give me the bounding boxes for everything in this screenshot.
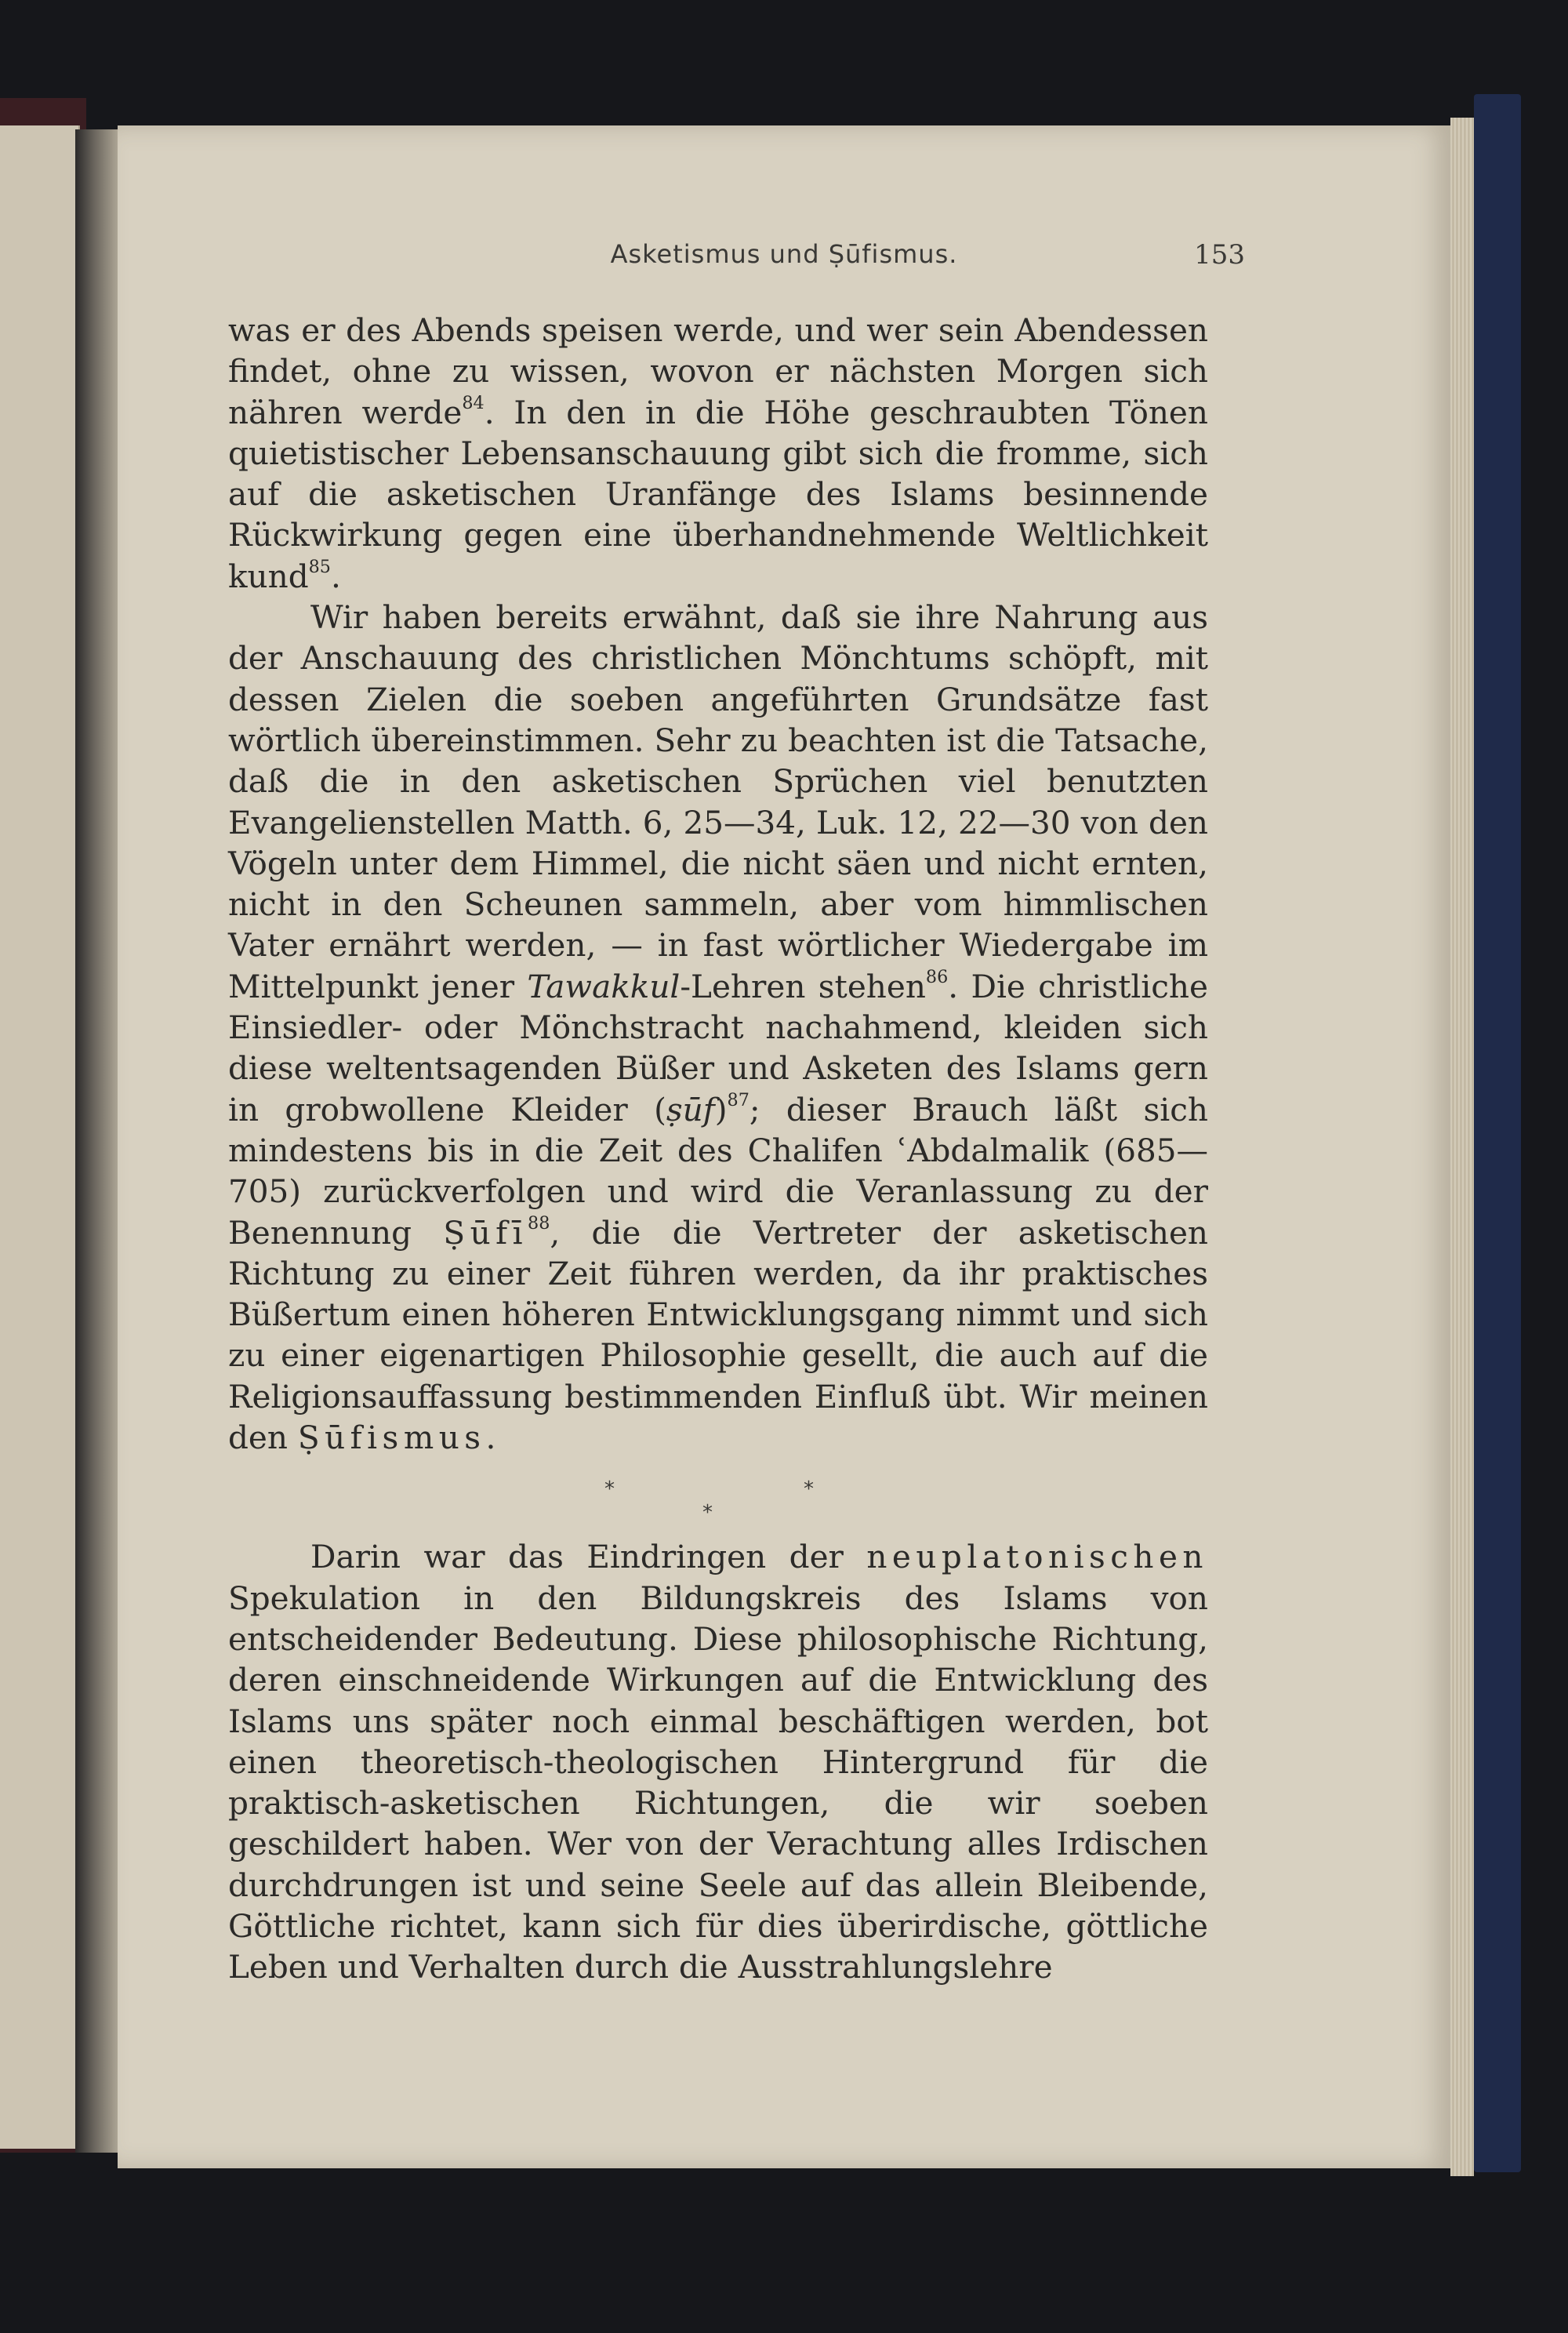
book-cover-right (1474, 94, 1521, 2172)
asterisk-ornament: * (804, 1477, 814, 1502)
running-head (118, 239, 1450, 278)
text-run: . Die christliche Einsiedler- oder Mönchstracht nachahmend, kleiden sich diese weltentsagenden Büßer und Asketen des Islams gern in grobwollene Kleider ( (228, 967, 1208, 1128)
paragraph-1 (228, 310, 1208, 597)
footnote-marker-84: 84 (462, 392, 485, 413)
text-run: . (485, 1419, 496, 1457)
text-run: was er des Abends speisen werde, und wer sein Abendessen findet, ohne zu wissen, wovon er nächsten Morgen sich nähren werde (228, 311, 1208, 431)
italic-term-tawakkul: Tawakkul (527, 967, 681, 1005)
spaced-term-neuplatonischen: neuplatonischen (866, 1538, 1208, 1576)
footnote-marker-85: 85 (308, 556, 331, 577)
spaced-term-sufi: Ṣūfī (443, 1213, 528, 1252)
paragraph-2 (228, 597, 1208, 1458)
text-run: Darin war das Eindringen der (310, 1538, 867, 1576)
left-page-edge (0, 125, 80, 2149)
footnote-marker-87: 87 (727, 1089, 750, 1110)
text-run: Spekulation in den Bildungskreis des Islams von entscheidender Bedeutung. Diese philosophische Richtung, deren einschneidende Wirkungen auf die Entwicklung des Islams uns später noch einmal beschäftigen werden, bot einen theoretisch-theologischen Hintergrund für die praktisch-asketischen Richtungen, die wir soeben geschildert haben. Wer von der Verachtung alles Irdischen durchdrungen ist und seine Seele auf das allein Bleibende, Göttliche richtet, kann sich für dies überirdische, göttliche Leben und Verhalten durch die Ausstrahlungslehre (228, 1579, 1208, 1986)
section-separator (228, 1463, 1208, 1524)
footnote-marker-86: 86 (925, 966, 949, 987)
text-run: . In den in die Höhe geschraubten Tönen quietistischer Lebensanschauung gibt sich die fromme, sich auf die asketischen Uranfänge des Islams besinnende Rückwirkung gegen eine überhandnehmende Weltlichkeit kund (228, 393, 1208, 595)
asterisk-ornament: * (702, 1501, 713, 1525)
text-run: ; dieser Brauch läßt sich mindestens bis in die Zeit des Chalifen ʿAbdalmalik (685—705) zurückverfolgen und wird die Veranlassung zu der Benennung (228, 1090, 1208, 1252)
text-run: Wir haben bereits erwähnt, daß sie ihre Nahrung aus der Anschauung des christlichen Mönchtums schöpft, mit dessen Zielen die soeben angeführten Grundsätze fast wörtlich übereinstimmen. Sehr zu beachten ist die Tatsache, daß die in den asketischen Sprüchen viel benutzten Evangelienstellen Matth. 6, 25—34, Luk. 12, 22—30 von den Vögeln unter dem Himmel, die nicht säen und nicht ernten, nicht in den Scheunen sammeln, aber vom himmlischen Vater ernährt werden, — in fast wörtlicher Wiedergabe im Mittelpunkt jener (228, 598, 1208, 1005)
text-run: , die die Vertreter der asketischen Richtung zu einer Zeit führen werden, da ihr praktisches Büßertum einen höheren Entwicklungsgang nimmt und sich zu einer eigenartigen Philosophie gesellt, die auch auf die Religionsauffassung bestimmenden Einfluß übt. Wir meinen den (228, 1213, 1208, 1457)
book-gutter (75, 129, 122, 2153)
text-run: . (330, 557, 341, 595)
text-run: -Lehren stehen (680, 967, 926, 1005)
page-number: 153 (1194, 239, 1245, 271)
spaced-term-sufismus: Ṣūfismus (297, 1419, 486, 1457)
asterisk-ornament: * (604, 1477, 615, 1502)
italic-term-suf: ṣūf (666, 1090, 715, 1128)
body-text (228, 310, 1208, 1988)
running-title: Asketismus und Ṣūfismus. (610, 239, 958, 269)
page-stack-edge (1450, 118, 1474, 2176)
paragraph-3 (228, 1536, 1208, 1987)
footnote-marker-88: 88 (528, 1212, 550, 1234)
text-run: ) (714, 1090, 728, 1128)
